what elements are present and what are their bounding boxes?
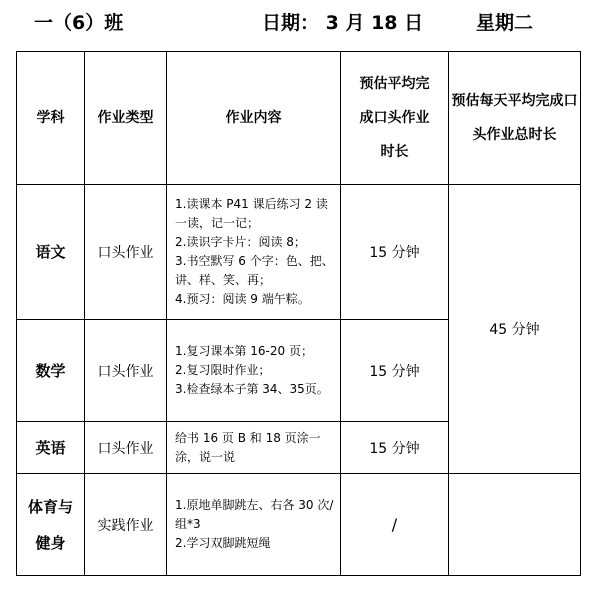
time-cell: / — [341, 474, 449, 576]
content-cell — [167, 185, 341, 320]
table-row — [17, 474, 581, 576]
col-header-total-time — [449, 52, 581, 185]
content-cell — [167, 474, 341, 576]
content-line: 1.原地单脚跳左、右各 30 次/组*3 — [175, 498, 334, 531]
col-header-content: 作业内容 — [167, 52, 341, 185]
content-line: 2.复习限时作业； — [175, 363, 271, 377]
time-cell: 15 分钟 — [341, 320, 449, 422]
content-line: 3.书空默写 6 个字：色、把、讲、样、笑、再； — [175, 254, 334, 287]
table-header-row — [17, 52, 581, 185]
total-time-cell: 45 分钟 — [449, 185, 581, 474]
document-title — [0, 6, 596, 36]
subject-cell: 语文 — [17, 185, 85, 320]
content-line: 4.预习：阅读 9 端午粽。 — [175, 292, 310, 306]
weekday-label: 星期二 — [476, 12, 534, 34]
type-cell: 实践作业 — [85, 474, 167, 576]
date-label: 日期： 3 月 18 日 — [262, 12, 424, 34]
content-cell — [167, 422, 341, 474]
col-header-type: 作业类型 — [85, 52, 167, 185]
content-line: 2.读识字卡片：阅读 8； — [175, 235, 306, 249]
col-header-avg-time-label: 预估平均完成口头作业时长 — [359, 76, 430, 160]
empty-cell — [449, 474, 581, 576]
content-line: 给书 16 页 B 和 18 页涂一涂，说一说 — [175, 430, 321, 464]
col-header-subject: 学科 — [17, 52, 85, 185]
table-row — [17, 185, 581, 320]
time-cell: 15 分钟 — [341, 185, 449, 320]
content-line: 1.读课本 P41 课后练习 2 读一读，记一记； — [175, 197, 328, 230]
type-cell: 口头作业 — [85, 185, 167, 320]
subject-label: 体育与健身 — [27, 497, 73, 552]
subject-cell: 数学 — [17, 320, 85, 422]
time-cell: 15 分钟 — [341, 422, 449, 474]
subject-cell: 英语 — [17, 422, 85, 474]
col-header-avg-time — [341, 52, 449, 185]
col-header-total-time-label: 预估每天平均完成口头作业总时长 — [451, 93, 578, 143]
homework-table — [16, 51, 581, 576]
content-line: 2.学习双脚跳短绳 — [175, 536, 271, 550]
class-label: 一（6）班 — [34, 12, 124, 34]
content-cell — [167, 320, 341, 422]
content-line: 3.检查绿本子第 34、35页。 — [175, 382, 329, 396]
content-line: 1.复习课本第 16-20 页； — [175, 344, 313, 358]
type-cell: 口头作业 — [85, 422, 167, 474]
type-cell: 口头作业 — [85, 320, 167, 422]
subject-cell — [17, 474, 85, 576]
